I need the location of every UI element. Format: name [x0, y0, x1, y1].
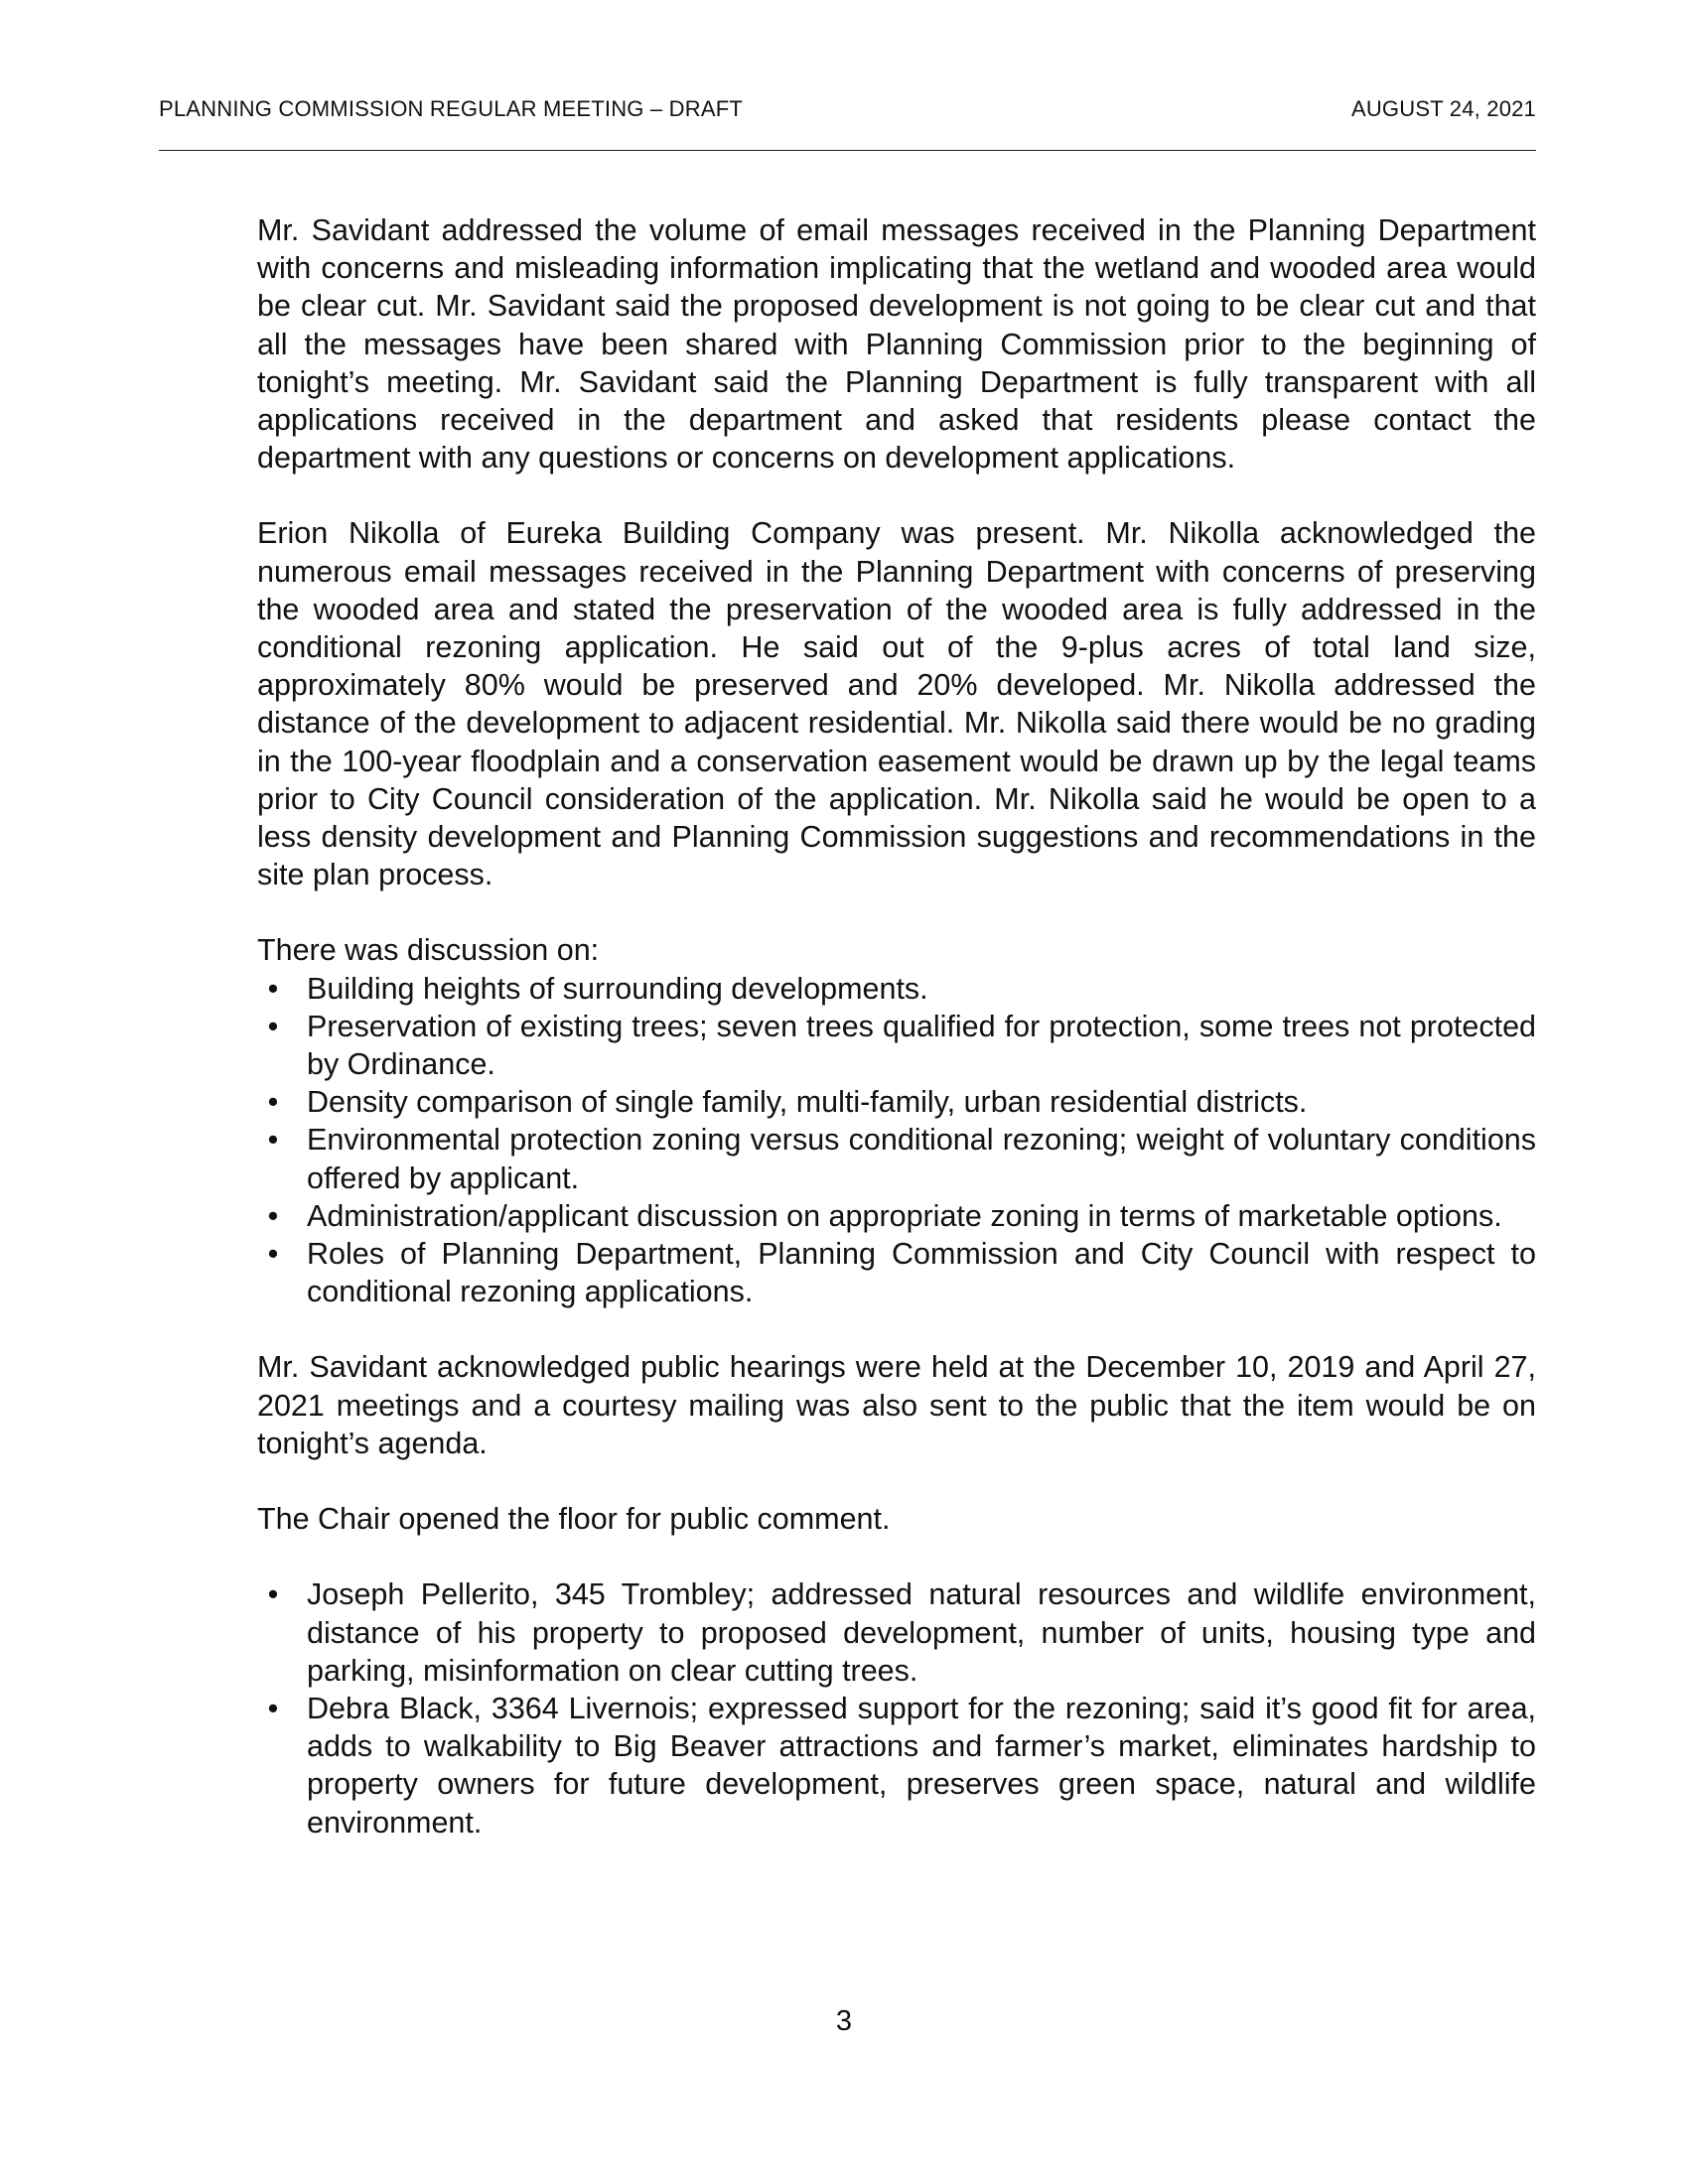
list-item: • Environmental protection zoning versus conditional rezoning; weight of voluntary conditions offered by applicant. [257, 1121, 1536, 1196]
paragraph-public-comment-opened: The Chair opened the floor for public comment. [257, 1502, 891, 1537]
header-meeting-title: PLANNING COMMISSION REGULAR MEETING – DRAFT [159, 96, 744, 121]
bullet-icon: • [267, 1085, 279, 1120]
list-item: • Density comparison of single family, multi-family, urban residential districts. [257, 1083, 1536, 1121]
bullet-icon: • [267, 1198, 279, 1233]
bullet-icon: • [267, 1237, 279, 1272]
page-header [159, 96, 1536, 126]
document-body [257, 211, 1536, 1879]
bullet-icon: • [267, 1691, 279, 1725]
bullet-icon: • [267, 1123, 279, 1158]
list-item: • Joseph Pellerito, 345 Trombley; addressed natural resources and wildlife environment, distance of his property to proposed development, number of units, housing type and parking, misinformation on clear cutting trees. [257, 1575, 1536, 1690]
list-item: • Roles of Planning Department, Planning Commission and City Council with respect to conditional rezoning applications. [257, 1235, 1536, 1310]
public-comment-list [257, 1575, 1536, 1841]
paragraph-public-hearings: Mr. Savidant acknowledged public hearings were held at the December 10, 2019 and April 27, 2021 meetings and a courtesy mailing was also sent to the public that the item would be on tonight’s agenda. [257, 1350, 1536, 1460]
list-item: • Administration/applicant discussion on appropriate zoning in terms of marketable options. [257, 1197, 1536, 1235]
paragraph-savidant-emails: Mr. Savidant addressed the volume of email messages received in the Planning Department with concerns and misleading information implicating that the wetland and wooded area would be clear cut. Mr. Savidant said the proposed development is not going to be clear cut and that all the messages have been shared with Planning Commission prior to the beginning of tonight’s meeting. Mr. Savidant said the Planning Department is fully transparent with all applications received in the department and asked that residents please contact the department with any questions or concerns on development applications. [257, 213, 1536, 476]
list-item: • Debra Black, 3364 Livernois; expressed support for the rezoning; said it’s good fit for area, adds to walkability to Big Beaver attractions and farmer’s market, eliminates hardship to property owners for future development, preserves green space, natural and wildlife environment. [257, 1690, 1536, 1842]
paragraph-nikolla-statement: Erion Nikolla of Eureka Building Company was present. Mr. Nikolla acknowledged the numerous email messages received in the Planning Department with concerns of preserving the wooded area and stated the preservation of the wooded area is fully addressed in the conditional rezoning application. He said out of the 9-plus acres of total land size, approximately 80% would be preserved and 20% developed. Mr. Nikolla addressed the distance of the development to adjacent residential. Mr. Nikolla said there would be no grading in the 100-year floodplain and a conservation easement would be drawn up by the legal teams prior to City Council consideration of the application. Mr. Nikolla said he would be open to a less density development and Planning Commission suggestions and recommendations in the site plan process. [257, 516, 1536, 892]
bullet-icon: • [267, 971, 279, 1006]
bullet-icon: • [267, 1577, 279, 1612]
list-item: • Building heights of surrounding developments. [257, 970, 1536, 1008]
list-item: • Preservation of existing trees; seven trees qualified for protection, some trees not protected by Ordinance. [257, 1008, 1536, 1083]
bullet-icon: • [267, 1009, 279, 1043]
page-number: 3 [835, 2005, 853, 2037]
header-divider [159, 150, 1536, 151]
discussion-intro: There was discussion on: [257, 933, 600, 968]
discussion-list [257, 970, 1536, 1311]
header-date: AUGUST 24, 2021 [1350, 96, 1536, 121]
